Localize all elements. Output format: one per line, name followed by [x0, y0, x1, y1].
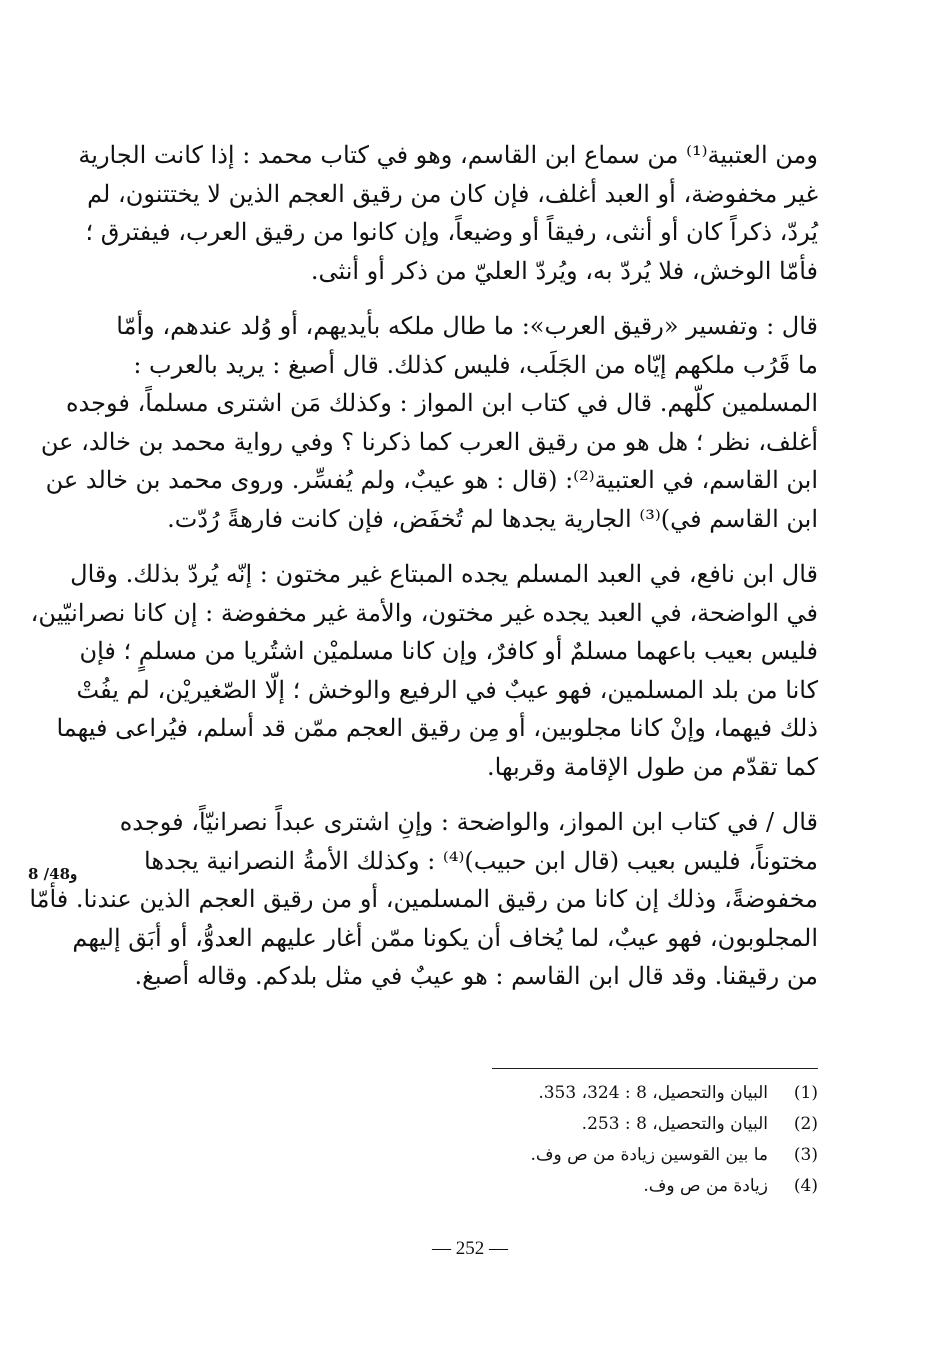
footnote-1: [440, 1078, 818, 1109]
footnote-3: [440, 1140, 818, 1171]
text-line: من رقيقنا. وقد قال ابن القاسم : هو عيبٌ في مثل بلدكم. وقاله أصبغ.: [134, 962, 818, 990]
footnote-text: البيان والتحصيل، 8 : 253.: [581, 1114, 768, 1134]
text-line: ابن القاسم في)⁽³⁾ الجارية يجدها لم تُخفَض، فإن كانت فارهةً رُدّت.: [167, 504, 818, 533]
text-line: فأمّا الوخش، فلا يُردّ به، ويُردّ العليّ من ذكر أو أنثى.: [310, 256, 818, 285]
paragraph-3: [30, 555, 818, 786]
text-line: مختوناً، فليس بعيب (قال ابن حبيب)⁽⁴⁾ : وكذلك الأمةُ النصرانية يجدها: [144, 846, 818, 875]
footnote-number: (3): [793, 1145, 818, 1165]
text-line: فليس بعيب باعهما مسلمٌ أو كافرٌ، وإن كانا مسلميْن اشتُريا من مسلمٍ ؛ فإن: [79, 637, 818, 665]
paragraph-2: [40, 307, 818, 538]
footnote-divider: [492, 1068, 818, 1069]
text-line: ما قَرُب ملكهم إيّاه من الجَلَب، فليس كذلك. قال أصبغ : يريد بالعرب :: [133, 350, 818, 379]
text-line: مخفوضةً، وذلك إن كانا من رقيق المسلمين، أو من رقيق العجم الذين عندنا. فأمّا: [29, 885, 818, 913]
page-number: — 252 —: [432, 1238, 508, 1259]
footnote-text: زيادة من ص وف.: [643, 1176, 768, 1196]
paragraph-1: [78, 136, 818, 290]
text-line: غير مخفوضة، أو العبد أغلف، فإن كان من رقيق العجم الذين لا يختتنون، لم: [87, 179, 818, 208]
manuscript-folio-note: 8 /48و: [28, 865, 78, 883]
footnote-text: ما بين القوسين زيادة من ص وف.: [530, 1145, 768, 1165]
text-line: كما تقدّم من طول الإقامة وقربها.: [487, 752, 818, 781]
footnote-number: (1): [793, 1083, 818, 1103]
text-line: كانا من بلد المسلمين، فهو عيبٌ في الرفيع والوخش ؛ إلّا الصّغيريْن، لم يفُتْ: [76, 675, 818, 704]
footnote-2: [440, 1109, 818, 1140]
text-line: في الواضحة، في العبد يجده غير مختون، والأمة غير مخفوضة : إن كانا نصرانيّين،: [30, 598, 818, 627]
text-line: قال ابن نافع، في العبد المسلم يجده المبتاع غير مختون : إنّه يُردّ بذلك. وقال: [70, 560, 818, 588]
footnote-4: [440, 1171, 818, 1202]
text-line: ذلك فيهما، وإنْ كانا مجلوبين، أو مِن رقيق العجم ممّن قد أسلم، فيُراعى فيهما: [56, 714, 818, 742]
footnote-text: البيان والتحصيل، 8 : 324، 353.: [538, 1083, 768, 1103]
footnotes: [440, 1078, 818, 1202]
footnote-number: (4): [793, 1176, 818, 1196]
text-line: المسلمين كلّهم. قال في كتاب ابن المواز : وكذلك مَن اشترى مسلماً، فوجده: [65, 389, 818, 417]
text-line: المجلوبون، فهو عيبٌ، لما يُخاف أن يكونا ممّن أغار عليهم العدوُّ، أو أبَق إليهم: [72, 923, 818, 952]
text-line: قال : وتفسير «رقيق العرب»: ما طال ملكه بأيديهم، أو وُلد عندهم، وأمّا: [116, 312, 818, 340]
text-line: ومن العتبية⁽¹⁾ من سماع ابن القاسم، وهو في كتاب محمد : إذا كانت الجارية: [78, 141, 818, 169]
text-line: قال / في كتاب ابن المواز، والواضحة : وإنِ اشترى عبداً نصرانيّاً، فوجده: [119, 808, 818, 836]
text-line: أغلف، نظر ؛ هل هو من رقيق العرب كما ذكرنا ؟ وفي رواية محمد بن خالد، عن: [40, 427, 818, 456]
text-line: يُردّ، ذكراً كان أو أنثى، رفيقاً أو وضيعاً، وإن كانوا من رقيق العرب، فيفترق ؛: [85, 218, 818, 246]
text-line: ابن القاسم، في العتبية⁽²⁾: (قال : هو عيبٌ، ولم يُفسِّر. وروى محمد بن خالد عن: [45, 466, 818, 494]
footnote-number: (2): [793, 1114, 818, 1134]
